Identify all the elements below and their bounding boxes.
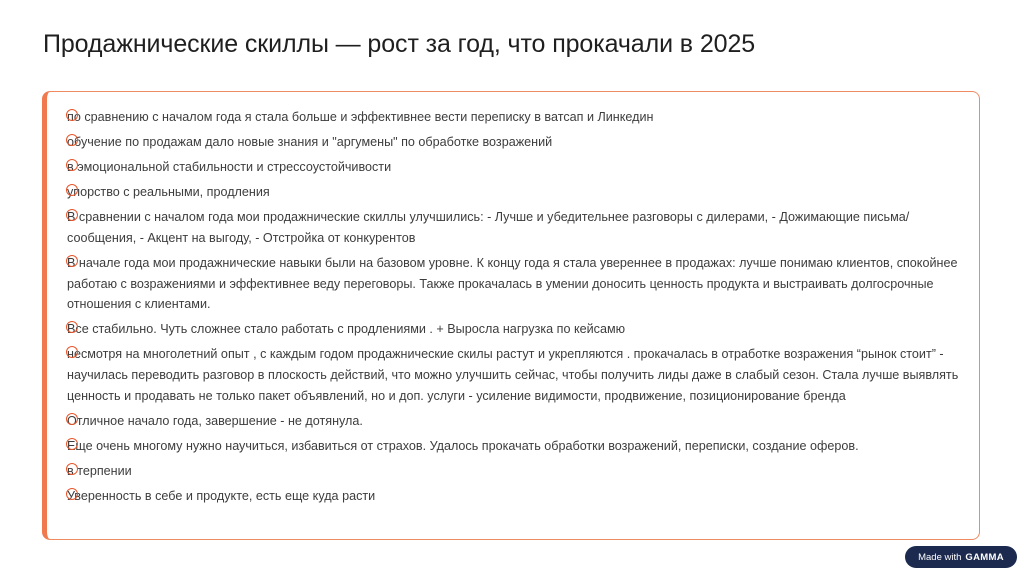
list-item — [67, 411, 965, 432]
circle-bullet-icon — [66, 463, 78, 475]
circle-bullet-icon — [66, 109, 78, 121]
badge-prefix: Made with — [918, 551, 962, 563]
list-item — [67, 461, 965, 482]
made-with-gamma-badge[interactable] — [905, 546, 1017, 568]
gamma-logo: GAMMA — [965, 551, 1004, 563]
list-item-text: обучение по продажам дало новые знания и "аргумены" по обработке возражений — [67, 134, 553, 149]
list-item — [67, 344, 965, 406]
list-item-text: В начале года мои продажнические навыки были на базовом уровне. К концу года я стала увереннее в продажах: лучше понимаю клиентов, спокойнее работаю с возражениями и эффективнее веду переговоры. Также прокачалась в умении доносить ценность продукта и выстраивать долгосрочные отношения с клиентами. — [67, 255, 958, 312]
list-item-text: в эмоциональной стабильности и стрессоустойчивости — [67, 159, 392, 174]
circle-bullet-icon — [66, 159, 78, 171]
circle-bullet-icon — [66, 488, 78, 500]
list-item — [67, 253, 965, 315]
circle-bullet-icon — [66, 134, 78, 146]
list-item-text: по сравнению с началом года я стала больше и эффективнее вести переписку в ватсап и Линкедин — [67, 110, 654, 124]
list-item — [67, 107, 965, 128]
list-item — [67, 436, 965, 457]
list-item-text: Отличное начало года, завершение - не дотянула. — [67, 413, 363, 428]
list-item-text: несмотря на многолетний опыт , с каждым годом продажнические скилы растут и укрепляются . прокачалась в отработке возражения “рынок стоит” - научилась переводить разговор в плоскость действий, что можно улучшить сейчас, чтобы получить лиды даже в слабый сезон. Стала лучше выявлять ценность и продавать не только пакет объявлений, но и доп. услуги - усиление видимости, продвижение, позиционирование бренда — [67, 347, 959, 403]
list-item — [67, 319, 965, 340]
list-item — [67, 182, 965, 203]
list-item-text: Уверенность в себе и продукте, есть еще куда расти — [67, 488, 376, 503]
list-item — [67, 486, 965, 507]
list-item-text: Еще очень многому нужно научиться, избавиться от страхов. Удалось прокачать обработки возражений, переписки, создание оферов. — [67, 438, 859, 453]
list-item — [67, 207, 965, 249]
feedback-list — [67, 107, 965, 511]
circle-bullet-icon — [66, 209, 78, 221]
list-item-text: в терпении — [67, 463, 132, 478]
circle-bullet-icon — [66, 438, 78, 450]
list-item-text: Все стабильно. Чуть сложнее стало работать с продлениями . + Выросла нагрузка по кейсамю — [67, 322, 626, 337]
list-item — [67, 157, 965, 178]
list-item-text: В сравнении с началом года мои продажнические скиллы улучшились: - Лучше и убедительнее разговоры с дилерами, - Дожимающие письма/сообщения, - Акцент на выгоду, - Отстройка от конкурентов — [67, 209, 910, 245]
circle-bullet-icon — [66, 255, 78, 267]
feedback-card — [42, 91, 980, 540]
list-item — [67, 132, 965, 153]
page-title: Продажнические скиллы — рост за год, что прокачали в 2025 — [43, 30, 756, 58]
circle-bullet-icon — [66, 413, 78, 425]
list-item-text: упорство с реальными, продления — [67, 184, 270, 199]
circle-bullet-icon — [66, 184, 78, 196]
